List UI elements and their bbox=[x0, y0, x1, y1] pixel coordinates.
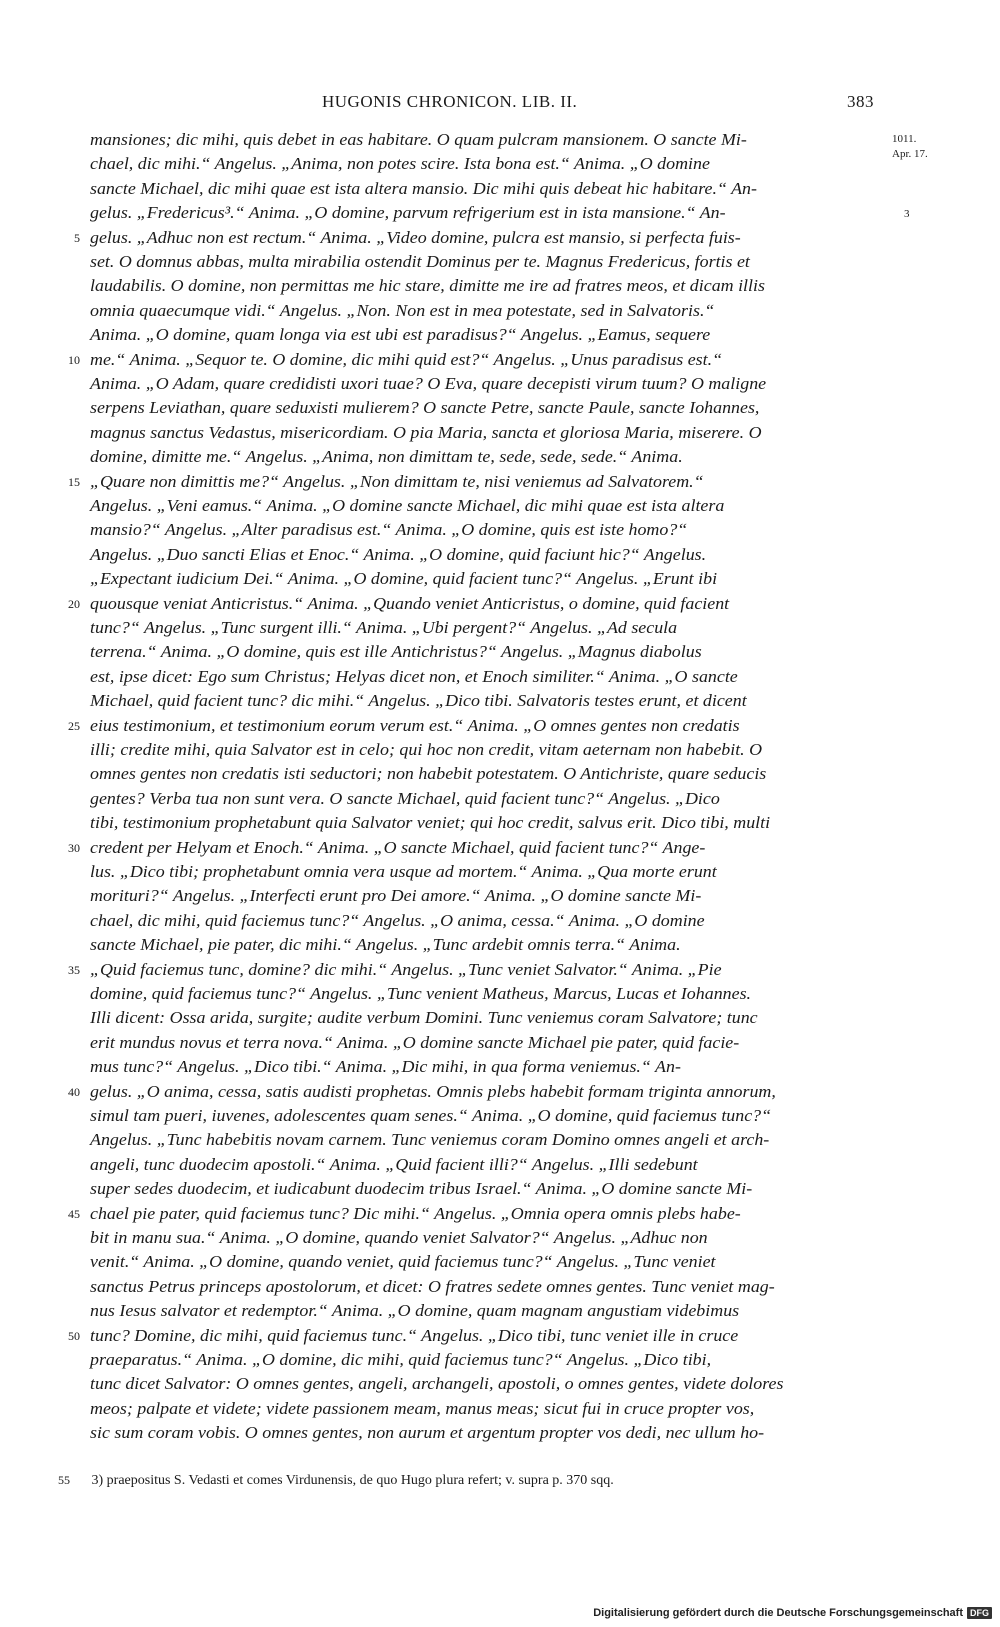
text-line bbox=[90, 1202, 878, 1227]
line-text: chael pie pater, quid faciemus tunc? Dic mihi.“ Angelus. „Omnia opera omnis plebs habe- bbox=[90, 1203, 741, 1223]
text-line bbox=[90, 250, 878, 275]
line-text: „Quare non dimittis me?“ Angelus. „Non dimittam te, nisi veniemus ad Salvatorem.“ bbox=[90, 471, 704, 491]
text-line bbox=[90, 518, 878, 543]
line-text: sanctus Petrus princeps apostolorum, et dicet: O fratres sedete omnes gentes. Tunc veniet mag- bbox=[90, 1276, 775, 1296]
text-line bbox=[90, 274, 878, 299]
line-number: 10 bbox=[68, 352, 80, 367]
line-number: 25 bbox=[68, 718, 80, 733]
text-line bbox=[90, 494, 878, 519]
text-line bbox=[90, 128, 878, 153]
line-text: me.“ Anima. „Sequor te. O domine, dic mihi quid est?“ Angelus. „Unus paradisus est.“ bbox=[90, 349, 723, 369]
line-text: mansio?“ Angelus. „Alter paradisus est.“ Anima. „O domine, quis est iste homo?“ bbox=[90, 520, 688, 540]
text-line bbox=[90, 909, 878, 934]
dfg-logo: DFG bbox=[967, 1607, 992, 1619]
text-line bbox=[90, 1128, 878, 1153]
text-line bbox=[90, 470, 878, 495]
line-text: Angelus. „Veni eamus.“ Anima. „O domine sancte Michael, dic mihi quae est ista altera bbox=[90, 496, 725, 515]
line-text: erit mundus novus et terra nova.“ Anima. „O domine sancte Michael pie pater, quid facie- bbox=[90, 1032, 740, 1052]
line-text: eius testimonium, et testimonium eorum verum est.“ Anima. „O omnes gentes non credatis bbox=[90, 715, 740, 735]
line-text: simul tam pueri, iuvenes, adolescentes quam senes.“ Anima. „O domine, quid faciemus tunc?“ bbox=[90, 1106, 772, 1125]
text-line bbox=[90, 982, 878, 1007]
line-text: gelus. „Fredericus³.“ Anima. „O domine, parvum refrigerium est in ista mansione.“ An- bbox=[90, 203, 726, 223]
line-text: gentes? Verba tua non sunt vera. O sancte Michael, quid facient tunc?“ Angelus. „Dico bbox=[90, 788, 720, 808]
text-line bbox=[90, 787, 878, 812]
text-line bbox=[90, 836, 878, 861]
line-text: venit.“ Anima. „O domine, quando veniet, quid faciemus tunc?“ Angelus. „Tunc veniet bbox=[90, 1252, 716, 1272]
text-line bbox=[90, 152, 878, 177]
line-text: mansiones; dic mihi, quis debet in eas habitare. O quam pulcram mansionem. O sancte Mi- bbox=[90, 130, 747, 149]
text-line bbox=[90, 1226, 878, 1251]
line-text: serpens Leviathan, quare seduxisti mulierem? O sancte Petre, sancte Paule, sancte Iohannes, bbox=[90, 398, 760, 418]
text-line bbox=[90, 811, 878, 836]
page-number: 383 bbox=[847, 92, 874, 111]
line-text: est, ipse dicet: Ego sum Christus; Helyas dicet non, et Enoch similiter.“ Anima. „O sancte bbox=[90, 666, 738, 686]
line-number: 35 bbox=[68, 962, 80, 977]
footnote-text: 3) praepositus S. Vedasti et comes Virdunensis, de quo Hugo plura refert; v. supra p. 370 sqq. bbox=[91, 1473, 614, 1488]
line-text: Illi dicent: Ossa arida, surgite; audite verbum Domini. Tunc veniemus coram Salvatore; tunc bbox=[90, 1008, 758, 1028]
chronicle-title: HUGONIS CHRONICON. LIB. II. bbox=[322, 92, 578, 111]
line-text: sancte Michael, dic mihi quae est ista altera mansio. Dic mihi quis debeat hic habitare.“ An- bbox=[90, 178, 757, 198]
line-text: „Quid faciemus tunc, domine? dic mihi.“ Angelus. „Tunc veniet Salvator.“ Anima. „Pie bbox=[90, 959, 722, 979]
line-text: credent per Helyam et Enoch.“ Anima. „O sancte Michael, quid facient tunc?“ Ange- bbox=[90, 837, 706, 857]
line-text: omnes gentes non credatis isti seductori; non habebit potestatem. O Antichriste, quare seducis bbox=[90, 764, 767, 784]
line-text: bit in manu sua.“ Anima. „O domine, quando veniet Salvator?“ Angelus. „Adhuc non bbox=[90, 1228, 708, 1247]
line-number: 15 bbox=[68, 474, 80, 489]
line-text: lus. „Dico tibi; prophetabunt omnia vera usque ad mortem.“ Anima. „Qua morte erunt bbox=[90, 862, 717, 881]
line-text: tunc?“ Angelus. „Tunc surgent illi.“ Anima. „Ubi pergent?“ Angelus. „Ad secula bbox=[90, 618, 678, 637]
line-text: praeparatus.“ Anima. „O domine, dic mihi, quid faciemus tunc?“ Angelus. „Dico tibi, bbox=[90, 1350, 712, 1369]
text-line bbox=[90, 860, 878, 885]
line-text: gelus. „O anima, cessa, satis audisti prophetas. Omnis plebs habebit formam triginta annorum, bbox=[90, 1081, 776, 1101]
text-line bbox=[90, 323, 878, 348]
text-line bbox=[90, 1421, 878, 1446]
text-line bbox=[90, 1055, 878, 1080]
text-line bbox=[90, 1104, 878, 1129]
text-line bbox=[90, 396, 878, 421]
line-text: omnia quaecumque vidi.“ Angelus. „Non. Non est in mea potestate, sed in Salvatoris.“ bbox=[90, 300, 715, 320]
text-line bbox=[90, 689, 878, 714]
line-text: tunc? Domine, dic mihi, quid faciemus tunc.“ Angelus. „Dico tibi, tunc veniet ille in cruce bbox=[90, 1325, 739, 1345]
line-text: Angelus. „Tunc habebitis novam carnem. Tunc veniemus coram Domino omnes angeli et arch- bbox=[90, 1130, 770, 1150]
line-text: „Expectant iudicium Dei.“ Anima. „O domine, quid facient tunc?“ Angelus. „Erunt ibi bbox=[90, 569, 718, 589]
text-line bbox=[90, 445, 878, 470]
line-text: mus tunc?“ Angelus. „Dico tibi.“ Anima. „Dic mihi, in qua forma veniemus.“ An- bbox=[90, 1057, 681, 1077]
text-line bbox=[90, 933, 878, 958]
line-text: set. O domnus abbas, multa mirabilia ostendit Dominus per te. Magnus Fredericus, fortis et bbox=[90, 252, 750, 271]
line-number: 20 bbox=[68, 596, 80, 611]
text-line bbox=[90, 421, 878, 446]
line-text: quousque veniat Anticristus.“ Anima. „Quando veniet Anticristus, o domine, quid facient bbox=[90, 593, 730, 613]
text-line bbox=[90, 543, 878, 568]
text-line bbox=[90, 884, 878, 909]
text-line bbox=[90, 372, 878, 397]
text-line bbox=[90, 201, 878, 226]
line-text: magnus sanctus Vedastus, misericordiam. O pia Maria, sancta et gloriosa Maria, miserere. O bbox=[90, 422, 762, 442]
line-text: meos; palpate et videte; videte passionem meam, manus meas; sicut fui in cruce propter vos, bbox=[90, 1398, 755, 1418]
text-line bbox=[90, 640, 878, 665]
text-line bbox=[90, 738, 878, 763]
text-line bbox=[90, 1324, 878, 1349]
line-number: 50 bbox=[68, 1328, 80, 1343]
line-text: chael, dic mihi, quid faciemus tunc?“ Angelus. „O anima, cessa.“ Anima. „O domine bbox=[90, 910, 705, 930]
credit-text: Digitalisierung gefördert durch die Deutsche Forschungsgemeinschaft bbox=[593, 1607, 963, 1619]
line-text: morituri?“ Angelus. „Interfecti erunt pro Dei amore.“ Anima. „O domine sancte Mi- bbox=[90, 886, 702, 906]
line-number: 5 bbox=[74, 230, 80, 245]
text-line bbox=[90, 1080, 878, 1105]
text-line bbox=[90, 1177, 878, 1202]
text-line bbox=[90, 1153, 878, 1178]
line-text: super sedes duodecim, et iudicabunt duodecim tribus Israel.“ Anima. „O domine sancte Mi- bbox=[90, 1179, 753, 1199]
line-text: tunc dicet Salvator: O omnes gentes, angeli, archangeli, apostoli, o omnes gentes, videte dolores bbox=[90, 1374, 784, 1394]
line-text: chael, dic mihi.“ Angelus. „Anima, non potes scire. Ista bona est.“ Anima. „O domine bbox=[90, 154, 710, 174]
text-line bbox=[90, 1250, 878, 1275]
text-line bbox=[90, 1348, 878, 1373]
text-line bbox=[90, 714, 878, 739]
line-text: Anima. „O Adam, quare credidisti uxori tuae? O Eva, quare decepisti virum tuum? O maligne bbox=[90, 374, 767, 393]
text-line bbox=[90, 958, 878, 983]
text-line bbox=[90, 1397, 878, 1422]
digitization-credit bbox=[593, 1607, 992, 1619]
line-text: illi; credite mihi, quia Salvator est in celo; qui hoc non credit, vitam aeternam non habebit. O bbox=[90, 740, 763, 759]
line-text: Michael, quid facient tunc? dic mihi.“ Angelus. „Dico tibi. Salvatoris testes erunt, et dicent bbox=[90, 691, 747, 711]
line-text: domine, quid faciemus tunc?“ Angelus. „Tunc venient Matheus, Marcus, Lucas et Iohannes. bbox=[90, 984, 752, 1003]
text-line bbox=[90, 177, 878, 202]
text-line bbox=[90, 226, 878, 251]
text-line bbox=[90, 762, 878, 787]
line-text: angeli, tunc duodecim apostoli.“ Anima. „Quid facient illi?“ Angelus. „Illi sedebunt bbox=[90, 1154, 698, 1174]
footnote bbox=[58, 1473, 938, 1489]
line-text: Anima. „O domine, quam longa via est ubi est paradisus?“ Angelus. „Eamus, sequere bbox=[90, 325, 711, 345]
line-text: laudabilis. O domine, non permittas me hic stare, dimitte me ire ad fratres meos, et dicam illis bbox=[90, 276, 765, 296]
line-text: Angelus. „Duo sancti Elias et Enoc.“ Anima. „O domine, quid faciunt hic?“ Angelus. bbox=[90, 544, 707, 564]
text-line bbox=[90, 665, 878, 690]
line-text: sancte Michael, pie pater, dic mihi.“ Angelus. „Tunc ardebit omnis terra.“ Anima. bbox=[90, 935, 681, 955]
text-line bbox=[90, 1372, 878, 1397]
line-number: 45 bbox=[68, 1206, 80, 1221]
footnote-line-number: 55 bbox=[58, 1473, 70, 1487]
margin-footnote-ref: 3 bbox=[904, 208, 910, 220]
text-line bbox=[90, 1299, 878, 1324]
margin-date: Apr. 17. bbox=[892, 148, 928, 160]
line-text: terrena.“ Anima. „O domine, quis est ille Antichristus?“ Angelus. „Magnus diabolus bbox=[90, 642, 702, 662]
text-line bbox=[90, 567, 878, 592]
text-line bbox=[90, 592, 878, 617]
text-line bbox=[90, 1275, 878, 1300]
text-line bbox=[90, 348, 878, 373]
text-line bbox=[90, 299, 878, 324]
line-text: gelus. „Adhuc non est rectum.“ Anima. „Video domine, pulcra est mansio, si perfecta fuis- bbox=[90, 227, 741, 247]
line-number: 30 bbox=[68, 840, 80, 855]
line-text: nus Iesus salvator et redemptor.“ Anima. „O domine, quam magnam angustiam videbimus bbox=[90, 1301, 740, 1321]
line-text: sic sum coram vobis. O omnes gentes, non aurum et argentum propter vos dedi, nec ullum ho- bbox=[90, 1423, 765, 1443]
line-text: domine, dimitte me.“ Angelus. „Anima, non dimittam te, sede, sede, sede.“ Anima. bbox=[90, 447, 683, 467]
line-text: tibi, testimonium prophetabunt quia Salvator veniet; qui hoc credit, salvus erit. Dico tibi, multi bbox=[90, 813, 771, 833]
text-line bbox=[90, 616, 878, 641]
text-line bbox=[90, 1031, 878, 1056]
margin-year: 1011. bbox=[892, 133, 917, 145]
line-number: 40 bbox=[68, 1084, 80, 1099]
text-line bbox=[90, 1006, 878, 1031]
